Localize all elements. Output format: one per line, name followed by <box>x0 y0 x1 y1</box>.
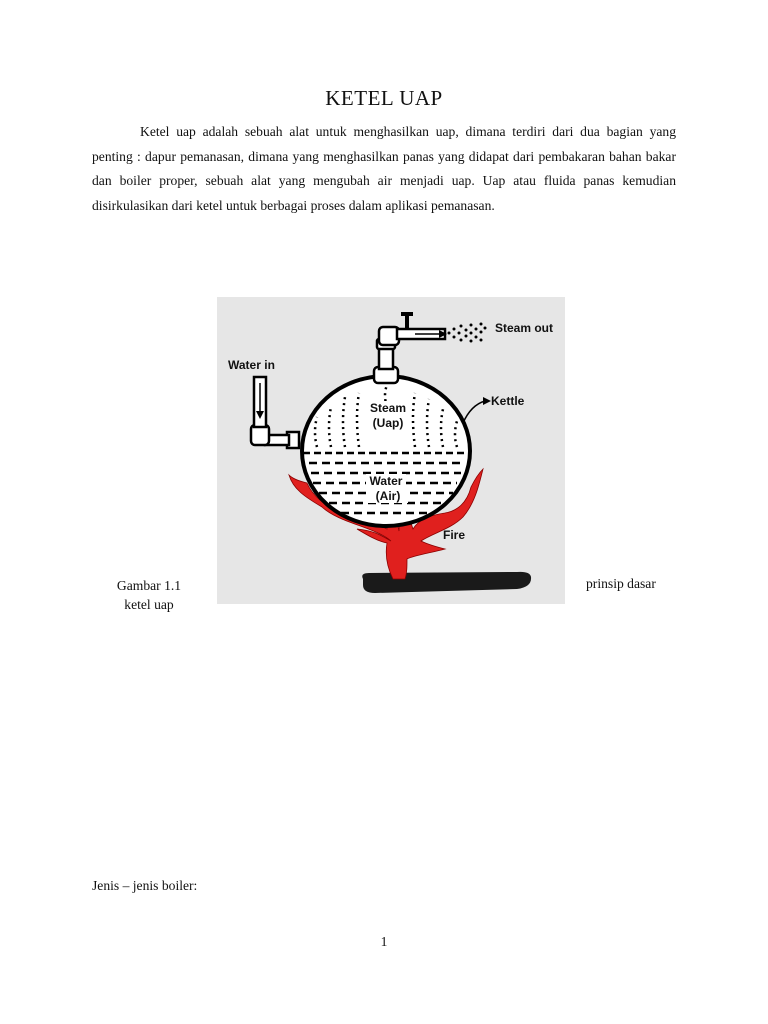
steam-label: Steam <box>369 401 407 415</box>
intro-paragraph-text: Ketel uap adalah sebuah alat untuk menghasilkan uap, dimana terdiri dari dua bagian yang penting : dapur pemanasan, dimana yang menghasilkan panas yang didapat dari pembakaran bahan bakar dan boiler proper, sebuah alat yang mengubah air menjadi uap. Uap atau fluida panas kemudian disirkulasikan dari ketel untuk berbagai proses dalam aplikasi pemanasan. <box>92 124 676 213</box>
water-local-label: (Air) <box>368 489 408 503</box>
valve-handle <box>401 312 413 316</box>
page-title: KETEL UAP <box>325 86 443 110</box>
page-number: 1 <box>380 934 388 949</box>
kettle-label: Kettle <box>491 394 525 408</box>
kettle-pointer <box>463 401 485 423</box>
boiler-illustration <box>217 297 565 604</box>
kettle-pointer-head <box>483 397 491 405</box>
valve-stem <box>405 315 409 329</box>
boiler-types-heading: Jenis – jenis boiler: <box>92 878 198 893</box>
boiler-diagram <box>217 297 565 604</box>
figure-caption-right: prinsip dasar <box>586 576 656 591</box>
fire-label: Fire <box>443 528 466 542</box>
water-label: Water <box>366 474 406 488</box>
steam-out-label: Steam out <box>495 321 554 335</box>
figure-caption-left: Gambar 1.1 ketel uap <box>116 578 182 612</box>
steam-spray <box>448 323 487 343</box>
steam-local-label: (Uap) <box>368 416 408 430</box>
burner-shape <box>362 572 531 593</box>
water-in-label: Water in <box>228 358 275 372</box>
intro-paragraph <box>92 120 676 218</box>
